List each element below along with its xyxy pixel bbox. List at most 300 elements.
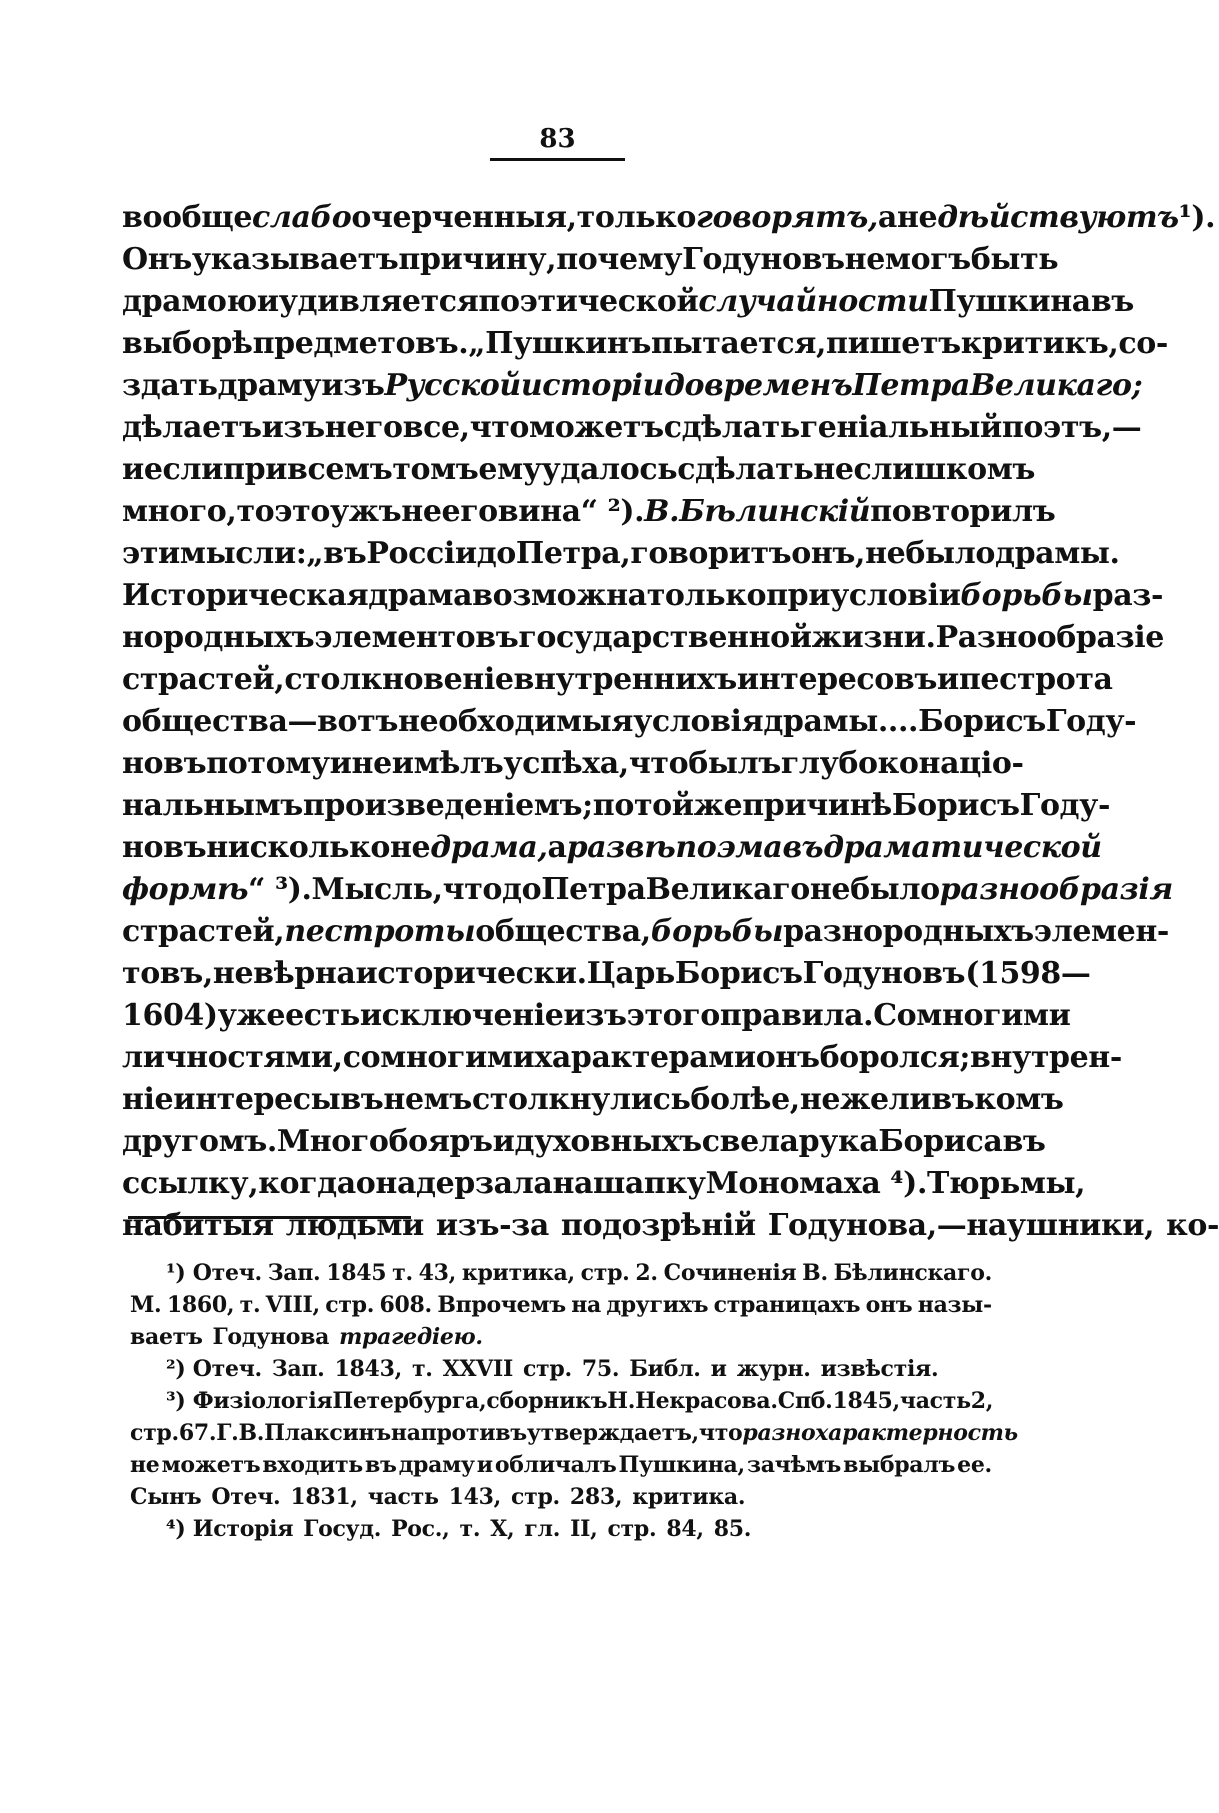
word: внутрен- [970,1040,1122,1075]
word: М. [130,1292,162,1318]
word: было [850,872,940,907]
word: выбралъ [843,1452,956,1478]
word: удалось [541,452,678,487]
word: не [896,200,938,235]
footnote-line [130,1321,992,1353]
word: исторически. [355,956,587,991]
page-number: 83 [490,124,625,161]
word: возможна [472,578,647,613]
word: все, [402,410,470,445]
word: и [122,452,144,487]
word: критика. [632,1484,746,1510]
word: что [698,1420,743,1446]
word: Некрасова. [635,1388,778,1414]
word: его [441,494,498,529]
word: столкнулись [471,1082,691,1117]
word: пестрота [958,662,1113,697]
word: поэтической [478,284,699,319]
word: 283, [569,1484,623,1510]
word: въ [782,830,824,865]
word: Годуновъ [802,956,966,991]
word: развѣ [566,830,676,865]
word: Впрочемъ [437,1292,566,1318]
word: нородныхъ [122,620,315,655]
footnote-line [130,1417,1018,1449]
word: изъ [321,368,385,403]
word: сдѣлать [663,410,800,445]
word: комъ [974,1082,1064,1117]
word: успѣха, [503,746,629,781]
word: набитыя [122,1208,274,1243]
word: входить [262,1452,363,1478]
text-line [122,407,1142,449]
word: т. [239,1292,261,1318]
word: а [547,830,567,865]
word: и [476,1452,493,1478]
word: 608. [379,1292,432,1318]
word: столкновеніе [284,662,514,697]
text-line [122,533,1120,575]
text-line [122,365,1143,407]
word: Бѣлинскій [679,494,871,529]
word: многими [916,998,1071,1033]
word: не [844,242,885,277]
word: Отеч. [211,1484,281,1510]
word: интересы [173,1082,341,1117]
word: въ [1090,284,1134,319]
word: борьбы [960,578,1093,613]
word: это [274,494,330,529]
word: многими [380,1040,535,1075]
word: стр. [511,1484,560,1510]
word: въ [365,1452,397,1478]
word: интересовъ [736,662,937,697]
word: „Пушкинъ [468,326,651,361]
word: много, [122,494,237,529]
word: Сочиненія [663,1260,797,1286]
text-line [122,617,1164,659]
word: Мысль, [311,872,443,907]
word: Великаго; [969,368,1143,403]
word: необходимыя [397,704,634,739]
word: до [476,536,516,571]
word: людьми [285,1208,424,1243]
word: драма, [430,830,548,865]
footnote-separator [128,1216,411,1219]
word: ніе [122,1082,174,1117]
text-line [122,281,1134,323]
text-line [122,1163,1086,1205]
footnote-line [130,1513,992,1545]
word: мысли: [179,536,307,571]
word: критика, [461,1260,575,1286]
word: 84, [666,1516,704,1542]
word: Петра [852,368,970,403]
word: критикъ, [960,326,1119,361]
word: рука [798,1124,879,1159]
word: ссылку, [122,1166,259,1201]
word: обличалъ [494,1452,617,1478]
word: 67. [178,1420,217,1446]
word: исторіи [520,368,665,403]
word: и [710,1356,727,1382]
word: причинѣ [742,788,892,823]
word: „въ [306,536,367,571]
word: Русской [384,368,521,403]
word: страстей, [122,914,285,949]
word: всемъ [287,452,393,487]
word: этого [626,998,720,1033]
word: ужъ [329,494,402,529]
word: нальнымъ [122,788,303,823]
word: трагедіею. [339,1324,483,1350]
word: она [355,1166,416,1201]
word: 1860, [166,1292,235,1318]
word: часть [367,1484,439,1510]
word: временъ [704,368,853,403]
word: нисколько [206,830,390,865]
word: дѣлаетъ [122,410,262,445]
word: изъ [563,998,627,1033]
word: нежели [799,1082,932,1117]
word: новъ [122,830,207,865]
word: Борисъ [674,956,803,991]
word: не [351,746,392,781]
word: по [592,788,634,823]
word: драму [217,368,322,403]
word: ко- [1166,1208,1219,1243]
word: В. [644,494,680,529]
word: подозрѣній [560,1208,756,1243]
word: часть [899,1388,971,1414]
word: геніальный [799,410,1002,445]
word: при [223,452,288,487]
word: 2. [635,1260,658,1286]
word: Историческая [122,578,369,613]
word: слабо [252,200,352,235]
word: Бориса [878,1124,1003,1159]
word: 1845 [326,1260,387,1286]
word: если [143,452,224,487]
word: удивляется [278,284,479,319]
word: условіи [830,578,961,613]
word: общества—вотъ [122,704,398,739]
word: II, [570,1516,598,1542]
word: разнородныхъ [783,914,1034,949]
word: имѣлъ [391,746,504,781]
word: Борисъ [891,788,1020,823]
word: дѣйствуютъ [937,200,1179,235]
word: правила. [719,998,874,1033]
word: Госуд. [303,1516,382,1542]
word: повторилъ [870,494,1056,529]
word: со [342,1040,381,1075]
word: государственной [518,620,812,655]
word: назы- [917,1292,992,1318]
word: Н. [607,1388,636,1414]
word: Плаксинъ [264,1420,391,1446]
word: на [552,1166,594,1201]
word: духовныхъ [514,1124,702,1159]
word: бояръ [388,1124,493,1159]
text-line [122,491,1056,533]
word: не [813,452,854,487]
text-line [122,743,1024,785]
text-line [122,1037,1122,1079]
text-line [122,449,1036,491]
word: 43, [418,1260,457,1286]
word: ваетъ [130,1324,203,1350]
word: Борисъ [918,704,1046,739]
word: VIII, [265,1292,320,1318]
word: Библ. [629,1356,701,1382]
word: Тюрьмы, [927,1166,1086,1201]
word: со- [1118,326,1168,361]
text-line [122,197,1216,239]
word: не [401,494,442,529]
word: шапку [593,1166,706,1201]
word: 143, [448,1484,502,1510]
word: глубоко [780,746,919,781]
word: Петра, [515,536,631,571]
word: разнохарактерность [742,1420,1018,1446]
word: элемен- [1033,914,1169,949]
word: элементовъ [314,620,519,655]
word: Пушкина [928,284,1091,319]
word: внутреннихъ [513,662,737,697]
word: Году- [1019,788,1110,823]
word: въ [340,1082,384,1117]
word: вообще [122,200,253,235]
word: былъ [688,746,781,781]
word: потому [206,746,330,781]
word: той [633,788,694,823]
word: Бѣлинскаго. [833,1260,992,1286]
word: говорятъ, [696,200,878,235]
word: онъ, [791,536,866,571]
word: и [936,662,959,697]
word: страницахъ [713,1292,861,1318]
word: 85. [713,1516,752,1542]
word: т. [392,1260,413,1286]
word: въ [931,1082,975,1117]
word: произведеніемъ; [302,788,593,823]
word: т. [459,1516,481,1542]
word: стр. [580,1260,630,1286]
footnote-line [130,1257,992,1289]
word: пишетъ [826,326,961,361]
word: Сынъ [130,1484,202,1510]
footnote-line [130,1385,992,1417]
word: почему [556,242,683,277]
word: личностями, [122,1040,343,1075]
word: Великаго [645,872,810,907]
word: “ ³). [248,872,312,907]
word: не [809,872,851,907]
word: стр. [130,1420,179,1446]
word: утверждаетъ, [526,1420,699,1446]
word: свела [701,1124,799,1159]
word: драматической [823,830,1102,865]
word: 2, [970,1388,994,1414]
word: (1598— [965,956,1091,991]
word: на [571,1292,601,1318]
word: борьбы [650,914,784,949]
word: то [236,494,275,529]
word: сборникъ [486,1388,608,1414]
word: поэма [675,830,783,865]
word: Зап. [271,1356,325,1382]
text-line [122,911,1169,953]
text-line [122,785,1110,827]
word: 1604) [122,998,218,1033]
word: не [389,830,431,865]
footnote-line [130,1289,992,1321]
text-line [122,239,1059,281]
text-line [122,827,1102,869]
text-line [122,953,1091,995]
word: изъ [261,410,325,445]
word: зачѣмъ [746,1452,842,1478]
word: т. [411,1356,433,1382]
main-text [122,197,1219,1247]
word: исключеніе [359,998,564,1033]
word: боролся; [819,1040,971,1075]
word: Россіи [366,536,477,571]
word: 1831, [290,1484,358,1510]
word: Году- [1045,704,1137,739]
word: гл. [524,1516,561,1542]
word: стр. [325,1292,375,1318]
word: условія [633,704,764,739]
text-line [122,869,1173,911]
word: Г. [216,1420,239,1446]
word: очерченныя, [351,200,577,235]
word: а [877,200,897,235]
text-line [122,575,1164,617]
word: говоритъ [630,536,792,571]
word: В. [802,1260,828,1286]
word: и [256,284,279,319]
text-line [122,659,1113,701]
word: разнообразія [939,872,1173,907]
word: другомъ. [122,1124,277,1159]
word: дерзала [416,1166,553,1201]
word: націо- [918,746,1024,781]
word: же [693,788,743,823]
word: ⁴) Исторія [166,1516,294,1542]
word: указываетъ [191,242,399,277]
word: драмою [122,284,257,319]
word: извѣстія. [820,1356,939,1382]
word: стр. [522,1356,572,1382]
word: другихъ [606,1292,709,1318]
word: изъ-за [435,1208,549,1243]
word: пытается, [651,326,827,361]
word: общества, [475,914,651,949]
footnote-line [130,1449,992,1481]
word: Петра [541,872,646,907]
word: до [664,368,705,403]
word: драмы. [995,536,1120,571]
word: не [865,536,906,571]
word: можетъ [529,410,664,445]
word: Со [873,998,917,1033]
word: когда [258,1166,356,1201]
word: страстей, [122,662,285,697]
word: Спб. [777,1388,833,1414]
word: ее. [957,1452,992,1478]
word: немъ [383,1082,472,1117]
word: ему [478,452,542,487]
word: журн. [736,1356,811,1382]
word: новъ [122,746,207,781]
footnote-line [130,1481,992,1513]
footnotes [130,1257,1018,1545]
word: В. [238,1420,265,1446]
word: эти [122,536,180,571]
word: томъ [392,452,479,487]
word: Годунова,—наушники, [767,1208,1155,1243]
word: стр. [607,1516,657,1542]
word: и [329,746,352,781]
word: онъ [865,1292,913,1318]
word: вина“ ²). [497,494,645,529]
word: есть [285,998,360,1033]
word: быть [970,242,1059,277]
text-line [122,701,1137,743]
word: что [628,746,689,781]
word: характерами [534,1040,756,1075]
footnote-line [130,1353,992,1385]
word: раз- [1092,578,1164,613]
word: что [469,410,530,445]
word: жизни. [811,620,936,655]
word: при [766,578,831,613]
word: ²) Отеч. [166,1356,262,1382]
word: что [442,872,503,907]
word: причину, [398,242,557,277]
word: до [502,872,542,907]
word: могъ [884,242,971,277]
text-line [122,995,1071,1037]
word: Пушкина, [618,1452,745,1478]
word: Мономаха ⁴). [705,1166,927,1201]
word: въ [1002,1124,1046,1159]
word: Годунова [212,1324,330,1350]
word: онъ [755,1040,820,1075]
text-line [122,1205,1219,1247]
text-line [122,1121,1046,1163]
word: не [130,1452,160,1478]
word: здать [122,368,218,403]
word: только [646,578,767,613]
word: 1843, [334,1356,402,1382]
word: невѣрна [212,956,356,991]
word: Разнообразіе [935,620,1164,655]
word: драму [398,1452,475,1478]
text-line [122,1079,1064,1121]
word: только [576,200,697,235]
word: драма [368,578,473,613]
word: Царь [586,956,675,991]
word: Рос., [391,1516,450,1542]
word: товъ, [122,956,213,991]
word: драмы.... [763,704,919,739]
word: поэтъ,— [1001,410,1142,445]
word: Годуновъ [682,242,845,277]
word: уже [217,998,286,1033]
